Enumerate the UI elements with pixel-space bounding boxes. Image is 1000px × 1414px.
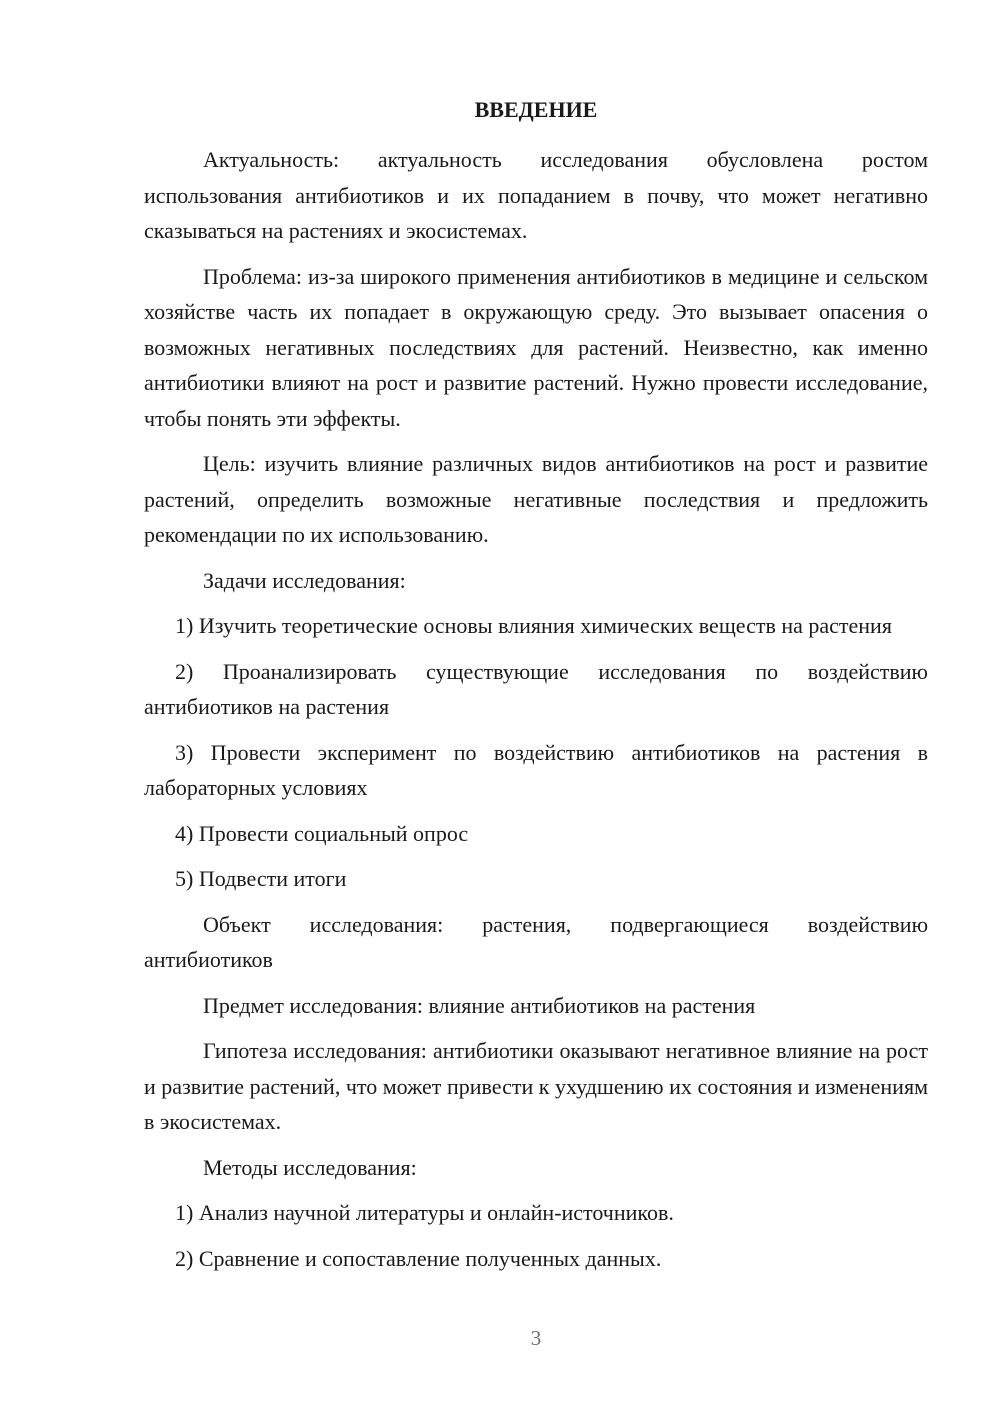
relevance-paragraph: Актуальность: актуальность исследования обусловлена ростом использования антибиотиков и их попаданием в почву, что может негативно сказываться на растениях и экосистемах. (144, 147, 928, 243)
page-number: 3 (530, 1326, 542, 1350)
section-title: ВВЕДЕНИЕ (474, 97, 598, 122)
task-item: 1) Изучить теоретические основы влияния химических веществ на растения (175, 613, 892, 638)
task-item: 3) Провести эксперимент по воздействию антибиотиков на растения в лабораторных условиях (144, 739, 928, 800)
task-item: 5) Подвести итоги (175, 866, 347, 891)
subject-paragraph: Предмет исследования: влияние антибиотиков на растения (203, 992, 756, 1018)
hypothesis-paragraph: Гипотеза исследования: антибиотики оказывают негативное влияние на рост и развитие растений, что может привести к ухудшению их состояния и изменениям в экосистемах. (144, 1038, 928, 1134)
tasks-heading: Задачи исследования: (203, 567, 406, 593)
method-item: 2) Сравнение и сопоставление полученных данных. (175, 1245, 662, 1271)
problem-paragraph: Проблема: из-за широкого применения антибиотиков в медицине и сельском хозяйстве часть их попадает в окружающую среду. Это вызывает опасения о возможных негативных последствиях для растений. Неизвестно, как именно антибиотики влияют на рост и развитие растений. Нужно провести исследование, чтобы понять эти эффекты. (144, 263, 928, 431)
goal-paragraph: Цель: изучить влияние различных видов антибиотиков на рост и развитие растений, определить возможные негативные последствия и предложить рекомендации по их использованию. (144, 451, 928, 547)
task-item: 4) Провести социальный опрос (175, 820, 469, 846)
methods-heading: Методы исследования: (203, 1154, 417, 1180)
document-page (144, 92, 928, 1286)
task-item: 2) Проанализировать существующие исследования по воздействию антибиотиков на растения (144, 658, 928, 719)
object-paragraph: Объект исследования: растения, подвергающиеся воздействию антибиотиков (144, 911, 928, 972)
method-item: 1) Анализ научной литературы и онлайн-источников. (175, 1200, 674, 1225)
